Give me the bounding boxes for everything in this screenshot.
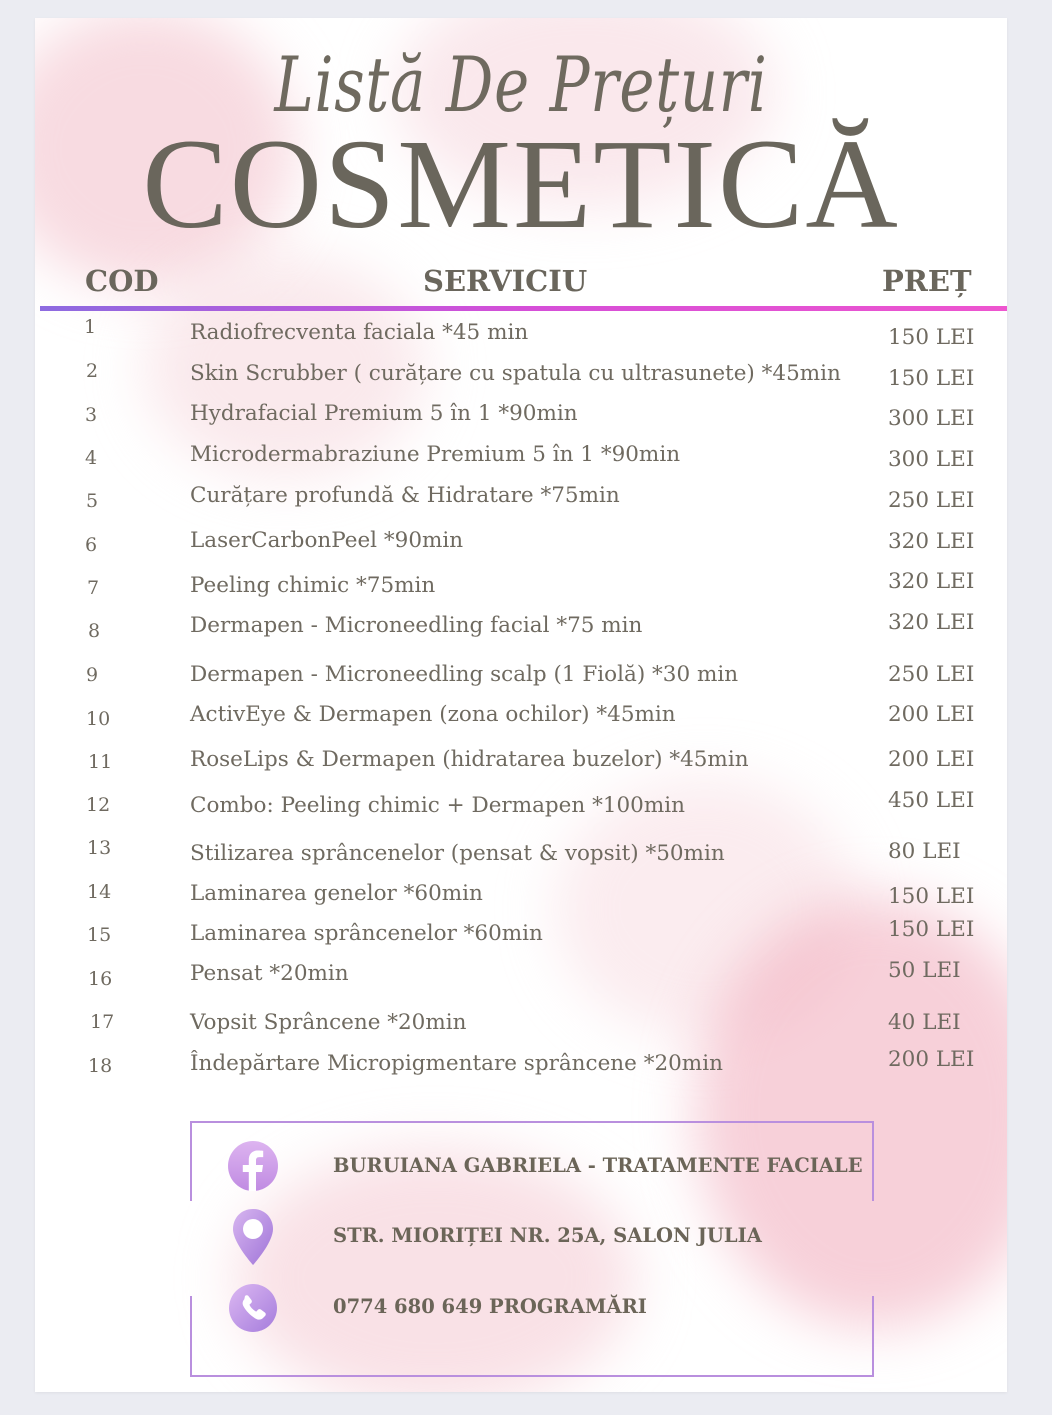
row-code: 1 bbox=[84, 316, 97, 338]
row-service: Dermapen - Microneedling scalp (1 Fiolă) *30 min bbox=[190, 662, 739, 687]
row-code: 14 bbox=[87, 881, 112, 903]
row-price: 320 LEI bbox=[888, 529, 975, 554]
row-service: Peeling chimic *75min bbox=[190, 573, 436, 598]
facebook-icon[interactable] bbox=[228, 1141, 278, 1191]
row-code: 15 bbox=[87, 924, 112, 946]
row-price: 50 LEI bbox=[888, 958, 961, 983]
row-service: Dermapen - Microneedling facial *75 min bbox=[190, 613, 643, 638]
row-code: 18 bbox=[88, 1055, 113, 1077]
contact-border-top bbox=[190, 1121, 874, 1123]
row-service: Curățare profundă & Hidratare *75min bbox=[190, 483, 620, 508]
row-code: 5 bbox=[86, 490, 99, 512]
contact-box bbox=[190, 1121, 874, 1377]
row-price: 320 LEI bbox=[888, 610, 975, 635]
contact-border-right-top bbox=[872, 1121, 874, 1201]
phone-icon[interactable] bbox=[228, 1283, 278, 1333]
row-code: 4 bbox=[85, 447, 98, 469]
column-header-price: PREȚ bbox=[882, 264, 972, 298]
row-code: 10 bbox=[86, 708, 111, 730]
row-service: Hydrafacial Premium 5 în 1 *90min bbox=[190, 401, 578, 426]
row-code: 7 bbox=[87, 577, 100, 599]
row-price: 300 LEI bbox=[888, 447, 975, 472]
contact-border-left-bottom bbox=[190, 1296, 192, 1377]
row-service: Stilizarea sprâncenelor (pensat & vopsit) *50min bbox=[190, 841, 725, 866]
contact-border-bottom bbox=[190, 1375, 874, 1377]
row-price: 250 LEI bbox=[888, 488, 975, 513]
row-code: 3 bbox=[85, 404, 98, 426]
row-code: 17 bbox=[90, 1011, 115, 1033]
row-code: 6 bbox=[85, 534, 98, 556]
row-service: RoseLips & Dermapen (hidratarea buzelor) *45min bbox=[190, 747, 749, 772]
row-price: 150 LEI bbox=[888, 366, 975, 391]
row-service: Microdermabraziune Premium 5 în 1 *90min bbox=[190, 442, 681, 467]
phone-text: 0774 680 649 PROGRAMĂRI bbox=[333, 1295, 647, 1318]
row-price: 200 LEI bbox=[888, 747, 975, 772]
contact-border-left-top bbox=[190, 1121, 192, 1201]
row-service: Skin Scrubber ( curățare cu spatula cu ultrasunete) *45min bbox=[190, 361, 841, 386]
script-title: Listă De Prețuri bbox=[274, 40, 768, 129]
location-text: STR. MIORIȚEI NR. 25A, SALON JULIA bbox=[333, 1224, 762, 1247]
location-pin-icon[interactable] bbox=[228, 1207, 278, 1267]
row-price: 450 LEI bbox=[888, 788, 975, 813]
row-code: 11 bbox=[88, 751, 113, 773]
row-service: Combo: Peeling chimic + Dermapen *100min bbox=[190, 793, 685, 818]
row-code: 2 bbox=[86, 360, 99, 382]
row-service: Îndepărtare Micropigmentare sprâncene *20min bbox=[190, 1051, 723, 1076]
row-code: 13 bbox=[87, 837, 112, 859]
row-price: 150 LEI bbox=[888, 884, 975, 909]
row-service: Laminarea sprâncenelor *60min bbox=[190, 921, 543, 946]
row-price: 80 LEI bbox=[888, 839, 961, 864]
row-service: Pensat *20min bbox=[190, 961, 349, 986]
row-code: 16 bbox=[88, 968, 113, 990]
row-price: 320 LEI bbox=[888, 569, 975, 594]
header-divider bbox=[40, 306, 1007, 311]
row-price: 200 LEI bbox=[888, 702, 975, 727]
row-price: 300 LEI bbox=[888, 406, 975, 431]
row-service: Laminarea genelor *60min bbox=[190, 881, 483, 906]
row-service: Radiofrecventa faciala *45 min bbox=[190, 320, 529, 345]
row-price: 200 LEI bbox=[888, 1047, 975, 1072]
row-service: Vopsit Sprâncene *20min bbox=[190, 1010, 467, 1035]
row-service: LaserCarbonPeel *90min bbox=[190, 528, 464, 553]
row-price: 150 LEI bbox=[888, 325, 975, 350]
column-header-service: SERVICIU bbox=[423, 264, 588, 298]
contact-border-right-bottom bbox=[872, 1296, 874, 1377]
page-title: COSMETICĂ bbox=[142, 113, 900, 255]
column-header-code: COD bbox=[85, 264, 159, 298]
row-code: 9 bbox=[86, 664, 99, 686]
row-code: 12 bbox=[86, 794, 111, 816]
row-code: 8 bbox=[88, 620, 101, 642]
row-price: 250 LEI bbox=[888, 662, 975, 687]
price-list-page bbox=[35, 18, 1007, 1392]
facebook-text: BURUIANA GABRIELA - TRATAMENTE FACIALE bbox=[333, 1154, 863, 1177]
row-service: ActivEye & Dermapen (zona ochilor) *45min bbox=[190, 702, 676, 727]
row-price: 40 LEI bbox=[888, 1010, 961, 1035]
row-price: 150 LEI bbox=[888, 917, 975, 942]
